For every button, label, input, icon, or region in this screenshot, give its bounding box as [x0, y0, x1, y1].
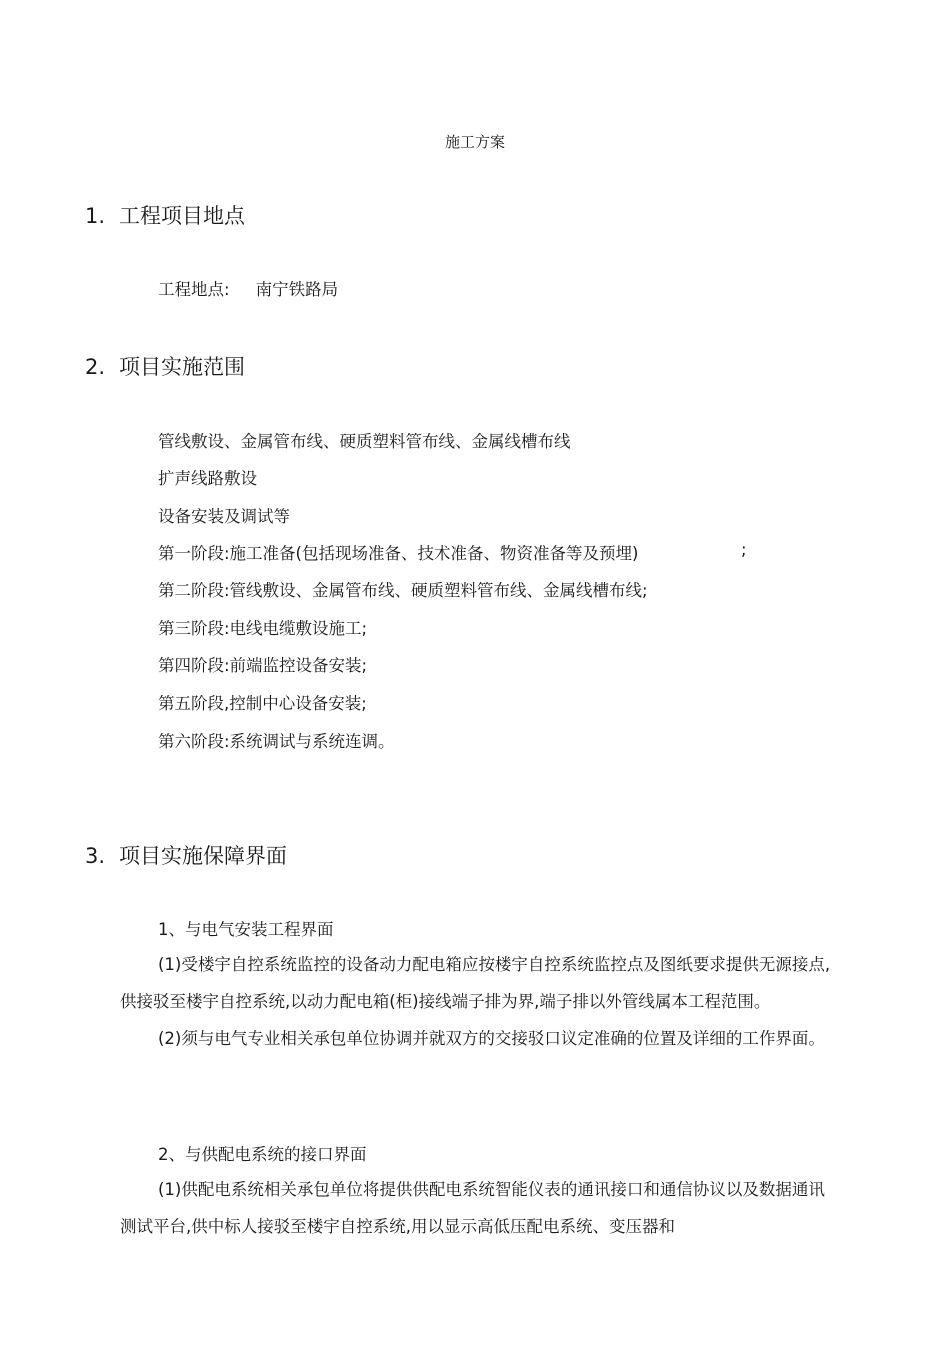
section-2-heading — [85, 351, 245, 381]
section-2-number: 2. — [85, 355, 106, 379]
section-3-heading — [85, 840, 287, 870]
paragraph-block-2 — [120, 1171, 832, 1245]
scope-item: 第三阶段:电线电缆敷设施工; — [158, 619, 368, 638]
section-2-title: 项目实施范围 — [119, 355, 245, 379]
section-3-number: 3. — [85, 844, 106, 868]
paragraph-3: (1)供配电系统相关承包单位将提供供配电系统智能仪表的通讯接口和通信协议以及数据通讯测试平台,供中标人接驳至楼宇自控系统,用以显示高低压配电系统、变压器和 — [120, 1180, 825, 1236]
scope-item: 管线敷设、金属管布线、硬质塑料管布线、金属线槽布线 — [158, 432, 571, 451]
location-value: 南宁铁路局 — [255, 280, 339, 299]
location-label: 工程地点: — [158, 280, 230, 299]
scope-item: 第二阶段:管线敷设、金属管布线、硬质塑料管布线、金属线槽布线; — [158, 581, 648, 600]
scope-item: 扩声线路敷设 — [158, 469, 257, 488]
section-1-heading — [85, 200, 245, 230]
subsection-1-heading: 1、与电气安装工程界面 — [158, 920, 334, 939]
scope-item-suffix: ; — [741, 540, 747, 559]
location-line — [158, 276, 338, 300]
scope-item: 第六阶段:系统调试与系统连调。 — [158, 732, 395, 751]
scope-item: 第一阶段:施工准备(包括现场准备、技术准备、物资准备等及预埋) — [158, 544, 639, 563]
scope-item: 第四阶段:前端监控设备安装; — [158, 656, 368, 675]
section-1-title: 工程项目地点 — [119, 204, 245, 228]
scope-item: 设备安装及调试等 — [158, 507, 290, 526]
document-title: 施工方案 — [444, 133, 505, 151]
scope-item: 第五阶段,控制中心设备安装; — [158, 694, 367, 713]
paragraph-1: (1)受楼宇自控系统监控的设备动力配电箱应按楼宇自控系统监控点及图纸要求提供无源接点,供接驳至楼宇自控系统,以动力配电箱(柜)接线端子排为界,端子排以外管线属本工程范围。 — [120, 955, 831, 1011]
paragraph-2: (2)须与电气专业相关承包单位协调并就双方的交接驳口议定准确的位置及详细的工作界面。 — [158, 1029, 825, 1048]
section-1-number: 1. — [85, 204, 106, 228]
paragraph-block-1 — [120, 946, 832, 1057]
section-3-title: 项目实施保障界面 — [119, 844, 287, 868]
subsection-2-heading: 2、与供配电系统的接口界面 — [158, 1145, 367, 1164]
